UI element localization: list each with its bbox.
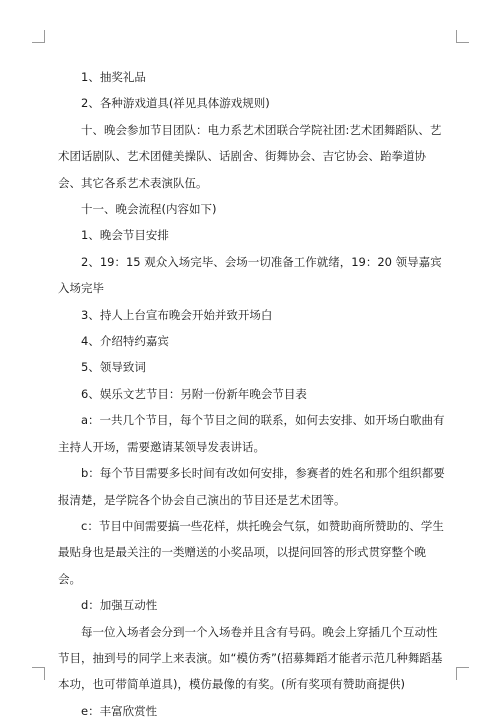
paragraph-item-a: a：一共几个节目，每个节目之间的联系，如何去安排、如开场白歌曲有主持人开场，需要邀请某领导发表讲话。 (58, 413, 445, 454)
paragraph-game-props: 2、各种游戏道具(祥见具体游戏规则) (81, 96, 270, 111)
paragraph-guest-intro: 4、介绍特约嘉宾 (81, 334, 169, 349)
paragraph-prize-gifts: 1、抽奖礼品 (81, 70, 146, 84)
crop-mark-top-right (456, 30, 469, 43)
paragraph-item-e: e：丰富欣赏性 (81, 703, 158, 718)
paragraph-section-ten-teams: 十、晚会参加节目团队：电力系艺术团联合学院社团:艺术团舞蹈队、艺术团话剧队、艺术团健美操队、话剧舍、街舞协会、吉它协会、跆拳道协会、其它各系艺术表演队伍。 (58, 122, 442, 190)
paragraph-interaction-detail: 每一位入场者会分到一个入场卷并且含有号码。晚会上穿插几个互动性节目，抽到号的同学上来表演。如“模仿秀”(招募舞蹈才能者示范几种舞蹈基本功，也可带简单道具)，模仿最像的有奖。(所有奖项有赞助商提供) (58, 624, 443, 692)
paragraph-entry-times: 2、19：15 观众入场完毕、会场一切准备工作就绪，19：20 领导嘉宾入场完毕 (58, 254, 442, 296)
document-body (58, 64, 446, 724)
paragraph-program-arrangement: 1、晚会节目安排 (81, 228, 169, 243)
paragraph-item-d: d：加强互动性 (81, 598, 158, 613)
paragraph-leader-speech: 5、领导致词 (81, 360, 146, 375)
paragraph-item-c: c：节目中间需要搞一些花样，烘托晚会气氛，如赞助商所赞助的、学生最贴身也是最关注的一类赠送的小奖品项，以提问回答的形式贯穿整个晚会。 (58, 518, 444, 586)
crop-mark-bottom-right (456, 667, 469, 680)
crop-mark-top-left (32, 30, 45, 43)
crop-mark-bottom-left (32, 667, 45, 680)
paragraph-section-eleven-heading: 十一、晚会流程(内容如下) (81, 202, 217, 217)
paragraph-host-opening: 3、持人上台宣布晚会开始并致开场白 (81, 307, 273, 322)
paragraph-item-b: b：每个节目需要多长时间有改如何安排，参赛者的姓名和那个组织都要报清楚，是学院各个协会自己演出的节目还是艺术团等。 (58, 466, 445, 507)
paragraph-entertainment: 6、娱乐文艺节目：另附一份新年晚会节目表 (81, 386, 307, 401)
